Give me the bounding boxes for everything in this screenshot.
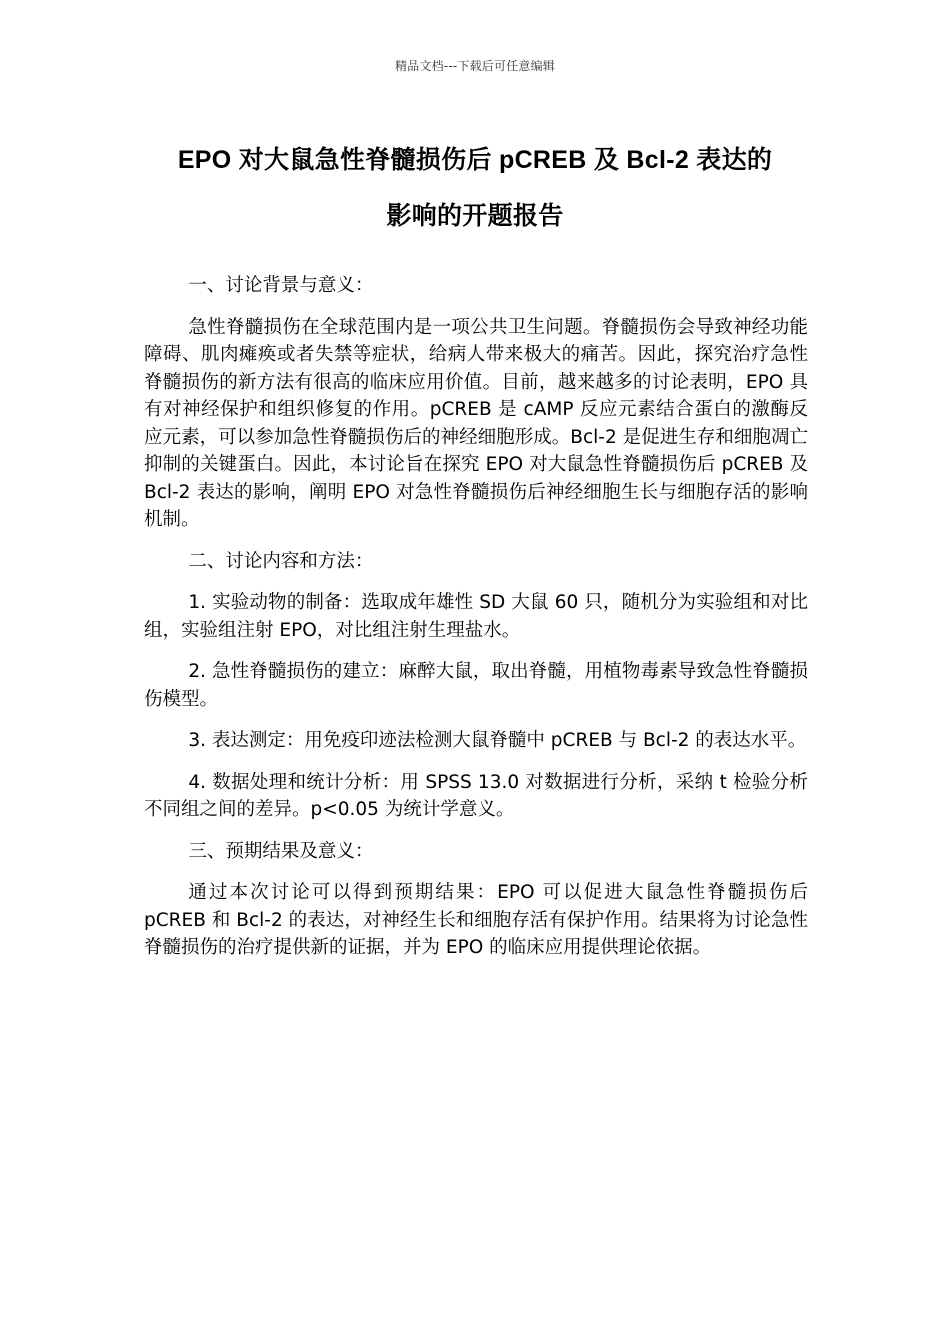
- section-1-heading: 一、讨论背景与意义：: [188, 275, 374, 296]
- section-2-heading: 二、讨论内容和方法：: [188, 550, 374, 572]
- document-title: [130, 132, 820, 244]
- page-header-note: 精品文档---下载后可任意编辑: [395, 59, 555, 73]
- section-2-item-3: 3. 表达测定：用免疫印迹法检测大鼠脊髓中 pCREB 与 Bcl-2 的表达水平。: [188, 730, 807, 751]
- section-2-item-4: 4. 数据处理和统计分析：用 SPSS 13.0 对数据进行分析，采纳 t 检验分析不同组之间的差异。p<0.05 为统计学意义。: [144, 771, 808, 820]
- section-3-paragraph: 通过本次讨论可以得到预期结果：EPO 可以促进大鼠急性脊髓损伤后 pCREB 和 Bcl-2 的表达，对神经生长和细胞存活有保护作用。结果将为讨论急性脊髓损伤的治疗提供新的证据，并为 EPO 的临床应用提供理论依据。: [144, 882, 808, 958]
- title-line-2: 影响的开题报告: [386, 202, 564, 230]
- section-2-item-1: 1. 实验动物的制备：选取成年雄性 SD 大鼠 60 只，随机分为实验组和对比组，实验组注射 EPO，对比组注射生理盐水。: [144, 592, 808, 641]
- section-3-heading: 三、预期结果及意义：: [188, 840, 374, 862]
- section-1-paragraph: 急性脊髓损伤在全球范围内是一项公共卫生问题。脊髓损伤会导致神经功能障碍、肌肉瘫痪或者失禁等症状，给病人带来极大的痛苦。因此，探究治疗急性脊髓损伤的新方法有很高的临床应用价值。目前，越来越多的讨论表明，EPO 具有对神经保护和组织修复的作用。pCREB 是 cAMP 反应元素结合蛋白的激酶反应元素，可以参加急性脊髓损伤后的神经细胞形成。Bcl-2 是促进生存和细胞凋亡抑制的关键蛋白。因此，本讨论旨在探究 EPO 对大鼠急性脊髓损伤后 pCREB 及 Bcl-2 表达的影响，阐明 EPO 对急性脊髓损伤后神经细胞生长与细胞存活的影响机制。: [144, 316, 808, 530]
- document-body: [144, 272, 808, 976]
- section-2-item-2: 2. 急性脊髓损伤的建立：麻醉大鼠，取出脊髓，用植物毒素导致急性脊髓损伤模型。: [144, 661, 808, 710]
- title-line-1: EPO 对大鼠急性脊髓损伤后 pCREB 及 Bcl-2 表达的: [177, 146, 773, 174]
